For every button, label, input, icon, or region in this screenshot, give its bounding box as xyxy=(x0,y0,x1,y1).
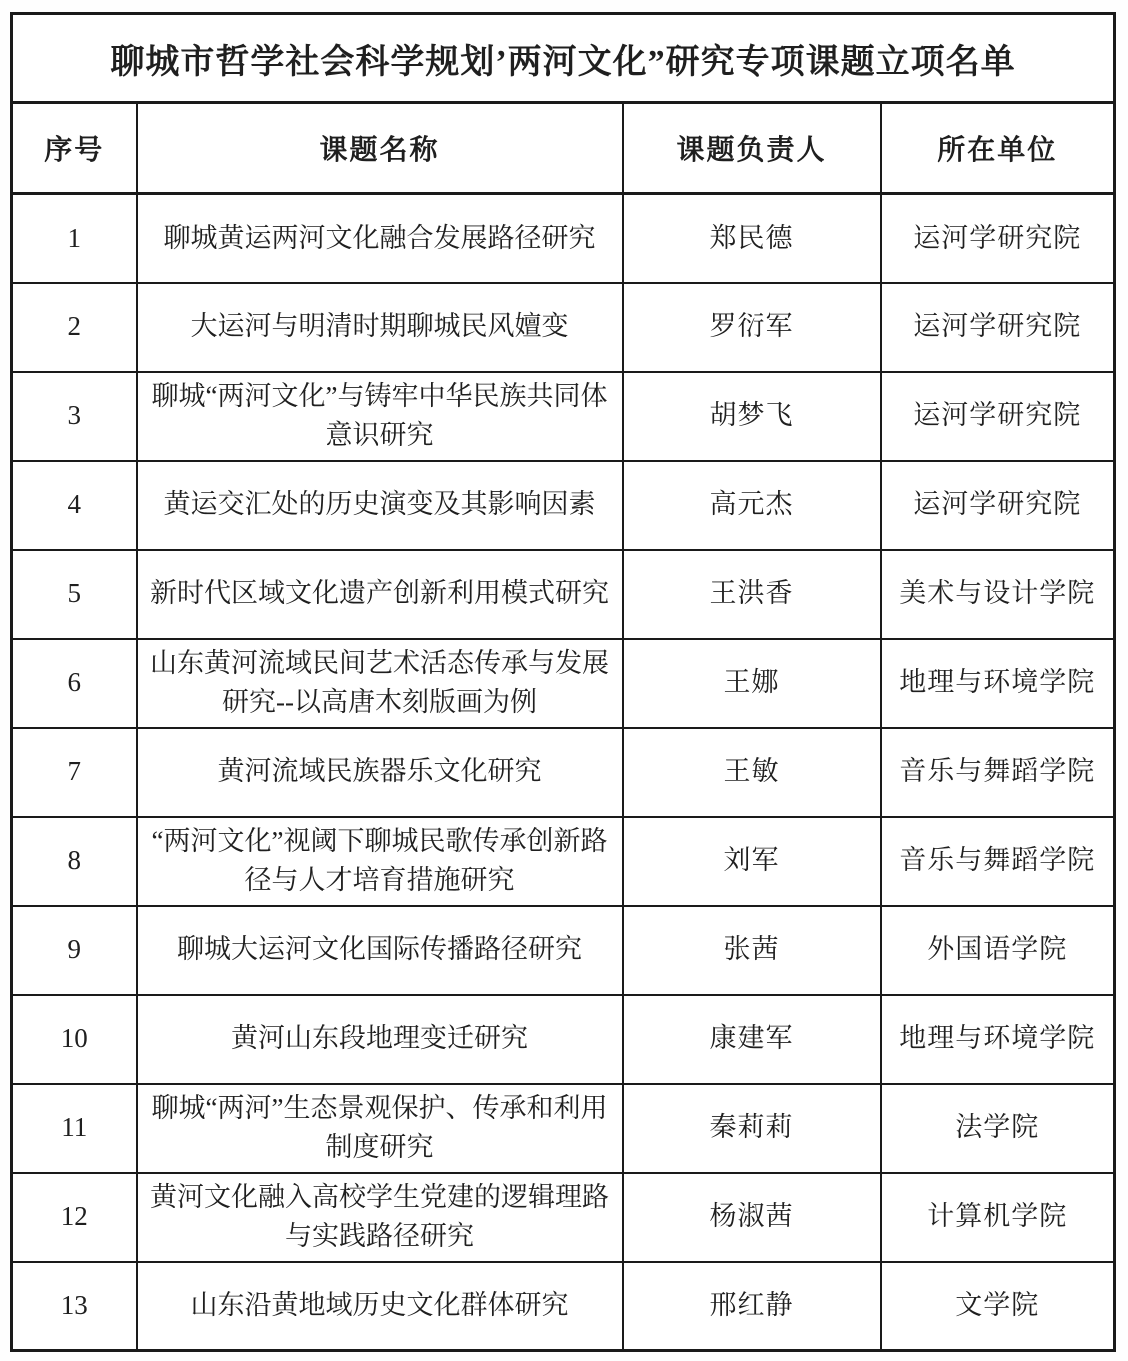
row-number-cell: 1 xyxy=(12,194,137,283)
unit-cell: 法学院 xyxy=(881,1084,1115,1173)
row-number-cell: 2 xyxy=(12,283,137,372)
topic-leader-cell: 王洪香 xyxy=(623,550,881,639)
row-number-cell: 12 xyxy=(12,1173,137,1262)
topic-name-cell: 聊城大运河文化国际传播路径研究 xyxy=(137,906,623,995)
table-row xyxy=(12,1084,1115,1173)
row-number-cell: 3 xyxy=(12,372,137,461)
table-row xyxy=(12,194,1115,283)
table-row xyxy=(12,817,1115,906)
topic-leader-cell: 罗衍军 xyxy=(623,283,881,372)
table-row xyxy=(12,995,1115,1084)
unit-cell: 运河学研究院 xyxy=(881,372,1115,461)
table-row xyxy=(12,283,1115,372)
column-header-leader: 课题负责人 xyxy=(623,103,881,194)
unit-cell: 外国语学院 xyxy=(881,906,1115,995)
topic-leader-cell: 刘军 xyxy=(623,817,881,906)
table-row xyxy=(12,550,1115,639)
topic-leader-cell: 郑民德 xyxy=(623,194,881,283)
table-title: 聊城市哲学社会科学规划’两河文化”研究专项课题立项名单 xyxy=(12,14,1115,103)
table-row xyxy=(12,728,1115,817)
unit-cell: 美术与设计学院 xyxy=(881,550,1115,639)
topic-name-cell: 山东沿黄地域历史文化群体研究 xyxy=(137,1262,623,1351)
unit-cell: 计算机学院 xyxy=(881,1173,1115,1262)
topic-leader-cell: 高元杰 xyxy=(623,461,881,550)
unit-cell: 运河学研究院 xyxy=(881,194,1115,283)
topic-leader-cell: 秦莉莉 xyxy=(623,1084,881,1173)
column-header-topic: 课题名称 xyxy=(137,103,623,194)
table-title-row xyxy=(12,14,1115,103)
unit-cell: 音乐与舞蹈学院 xyxy=(881,817,1115,906)
unit-cell: 地理与环境学院 xyxy=(881,639,1115,728)
topic-leader-cell: 康建军 xyxy=(623,995,881,1084)
unit-cell: 音乐与舞蹈学院 xyxy=(881,728,1115,817)
unit-cell: 文学院 xyxy=(881,1262,1115,1351)
topic-name-cell: 黄河流域民族器乐文化研究 xyxy=(137,728,623,817)
topic-name-cell: 聊城“两河文化”与铸牢中华民族共同体意识研究 xyxy=(137,372,623,461)
topic-name-cell: 聊城“两河”生态景观保护、传承和利用制度研究 xyxy=(137,1084,623,1173)
row-number-cell: 9 xyxy=(12,906,137,995)
topic-name-cell: 黄河山东段地理变迁研究 xyxy=(137,995,623,1084)
table-row xyxy=(12,1262,1115,1351)
topic-name-cell: 黄河文化融入高校学生党建的逻辑理路与实践路径研究 xyxy=(137,1173,623,1262)
topic-name-cell: 黄运交汇处的历史演变及其影响因素 xyxy=(137,461,623,550)
table-row xyxy=(12,372,1115,461)
row-number-cell: 5 xyxy=(12,550,137,639)
topic-leader-cell: 胡梦飞 xyxy=(623,372,881,461)
row-number-cell: 13 xyxy=(12,1262,137,1351)
topic-leader-cell: 王娜 xyxy=(623,639,881,728)
topic-name-cell: “两河文化”视阈下聊城民歌传承创新路径与人才培育措施研究 xyxy=(137,817,623,906)
table-body xyxy=(12,14,1115,1351)
row-number-cell: 7 xyxy=(12,728,137,817)
unit-cell: 运河学研究院 xyxy=(881,461,1115,550)
topic-leader-cell: 张茜 xyxy=(623,906,881,995)
table-row xyxy=(12,1173,1115,1262)
row-number-cell: 11 xyxy=(12,1084,137,1173)
topic-leader-cell: 王敏 xyxy=(623,728,881,817)
row-number-cell: 10 xyxy=(12,995,137,1084)
unit-cell: 运河学研究院 xyxy=(881,283,1115,372)
topic-name-cell: 聊城黄运两河文化融合发展路径研究 xyxy=(137,194,623,283)
topic-leader-cell: 杨淑茜 xyxy=(623,1173,881,1262)
row-number-cell: 6 xyxy=(12,639,137,728)
row-number-cell: 4 xyxy=(12,461,137,550)
table-row xyxy=(12,906,1115,995)
document-page xyxy=(10,12,1116,1352)
column-header-unit: 所在单位 xyxy=(881,103,1115,194)
topic-leader-cell: 邢红静 xyxy=(623,1262,881,1351)
topic-name-cell: 新时代区域文化遗产创新利用模式研究 xyxy=(137,550,623,639)
table-header-row xyxy=(12,103,1115,194)
project-approval-table xyxy=(10,12,1116,1352)
table-row xyxy=(12,461,1115,550)
row-number-cell: 8 xyxy=(12,817,137,906)
table-row xyxy=(12,639,1115,728)
topic-name-cell: 山东黄河流域民间艺术活态传承与发展研究--以高唐木刻版画为例 xyxy=(137,639,623,728)
column-header-no: 序号 xyxy=(12,103,137,194)
topic-name-cell: 大运河与明清时期聊城民风嬗变 xyxy=(137,283,623,372)
unit-cell: 地理与环境学院 xyxy=(881,995,1115,1084)
